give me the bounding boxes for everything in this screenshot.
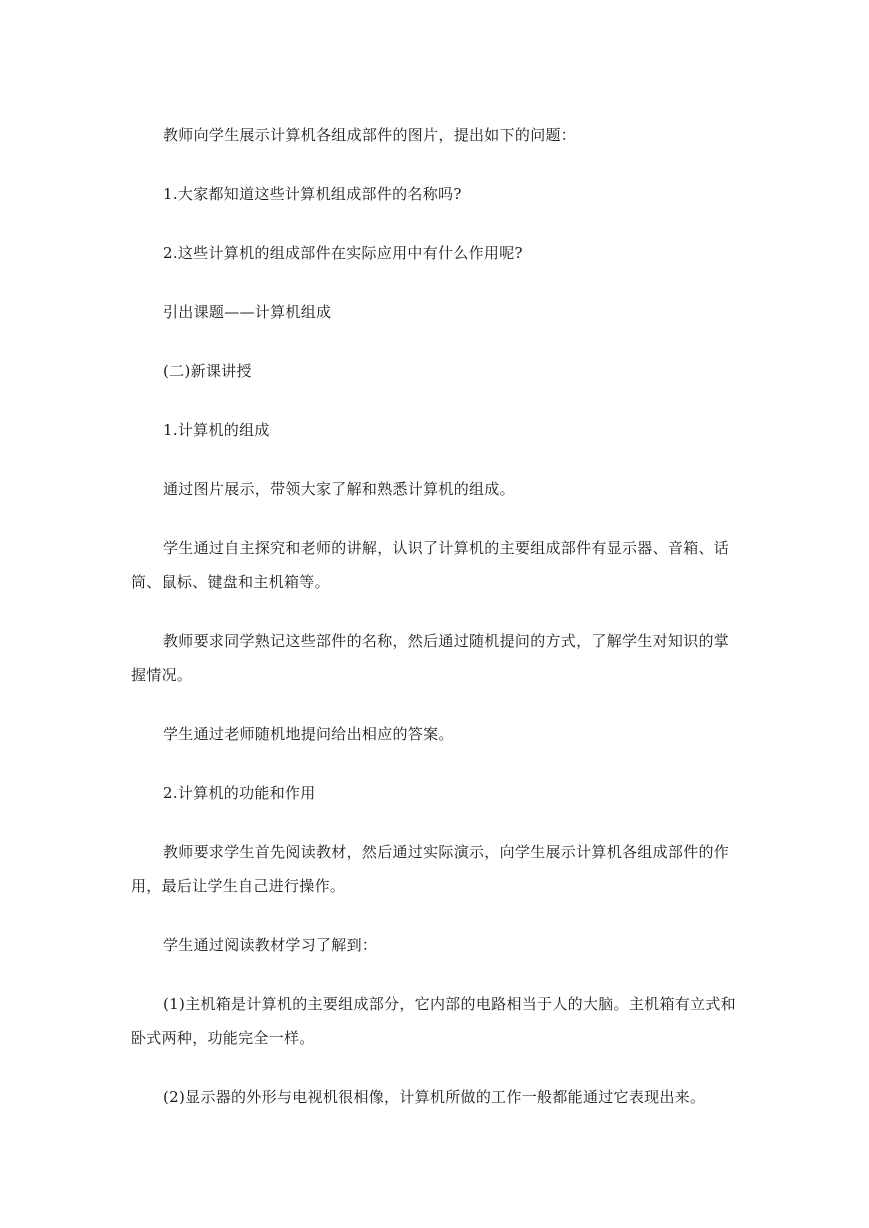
paragraph-intro: 教师向学生展示计算机各组成部件的图片，提出如下的问题： [163,126,577,144]
paragraph-monitor: (2)显示器的外形与电视机很相像，计算机所做的工作一般都能通过它表现出来。 [163,1088,706,1106]
paragraph-picture-display: 通过图片展示，带领大家了解和熟悉计算机的组成。 [163,480,515,498]
paragraph-host-case: (1)主机箱是计算机的主要组成部分，它内部的电路相当于人的大脑。主机箱有立式和卧式两种，功能完全一样。 [131,995,736,1047]
paragraph-student-answers: 学生通过老师随机地提问给出相应的答案。 [163,725,454,743]
paragraph-learned: 学生通过阅读教材学习了解到： [163,936,378,954]
paragraph-question-1: 1.大家都知道这些计算机组成部件的名称吗? [163,185,462,203]
paragraph-question-2: 2.这些计算机的组成部件在实际应用中有什么作用呢? [163,244,523,262]
section-heading-new-lesson: (二)新课讲授 [163,362,252,380]
paragraph-topic: 引出课题——计算机组成 [163,303,332,321]
document-body [131,118,743,1139]
paragraph-read-textbook: 教师要求学生首先阅读教材，然后通过实际演示，向学生展示计算机各组成部件的作用，最后让学生自己进行操作。 [131,843,730,895]
paragraph-memorize-names: 教师要求同学熟记这些部件的名称，然后通过随机提问的方式，了解学生对知识的掌握情况。 [131,632,730,684]
subheading-computer-composition: 1.计算机的组成 [163,421,270,439]
subheading-functions: 2.计算机的功能和作用 [163,784,316,802]
paragraph-main-components: 学生通过自主探究和老师的讲解，认识了计算机的主要组成部件有显示器、音箱、话筒、鼠标、键盘和主机箱等。 [131,539,730,591]
